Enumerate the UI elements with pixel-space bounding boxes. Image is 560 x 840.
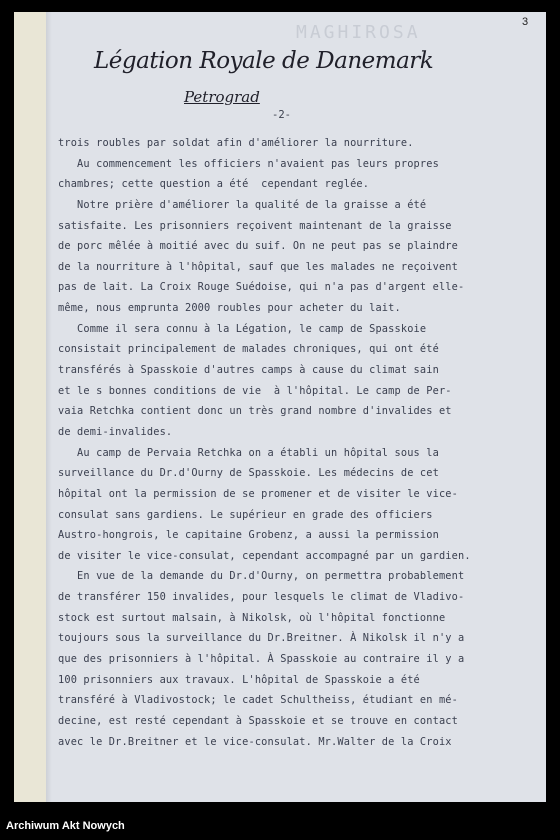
text-line: vaia Retchka contient donc un très grand nombre d'invalides et <box>58 405 452 418</box>
text-line: de demi-invalides. <box>58 425 173 438</box>
text-line: stock est surtout malsain, à Nikolsk, où l'hôpital fonctionne <box>58 611 446 624</box>
text-line: satisfaite. Les prisonniers reçoivent maintenant de la graisse <box>58 219 452 232</box>
text-line: avec le Dr.Breitner et le vice-consulat. Mr.Walter de la Croix <box>58 735 452 748</box>
text-line: chambres; cette question a été cependant reglée. <box>58 178 370 191</box>
archive-footer-bar <box>0 808 560 840</box>
text-line: Notre prière d'améliorer la qualité de la graisse a été <box>58 198 427 211</box>
text-line: pas de lait. La Croix Rouge Suédoise, qui n'a pas d'argent elle- <box>58 281 465 294</box>
text-line: consulat sans gardiens. Le supérieur en grade des officiers <box>58 508 433 521</box>
text-line: transférés à Spasskoie d'autres camps à cause du climat sain <box>58 364 439 377</box>
text-line: decine, est resté cependant à Spasskoie et se trouve en contact <box>58 714 459 727</box>
text-line: toujours sous la surveillance du Dr.Breitner. À Nikolsk il n'y a <box>58 632 465 645</box>
text-line: transféré à Vladivostock; le cadet Schultheiss, étudiant en mé- <box>58 694 459 707</box>
text-line: Au camp de Pervaia Retchka on a établi un hôpital sous la <box>58 446 439 459</box>
text-line: de visiter le vice-consulat, cependant accompagné par un gardien. <box>58 549 471 562</box>
archive-footer-label: Archiwum Akt Nowych <box>6 820 125 832</box>
text-line: de la nourriture à l'hôpital, sauf que les malades ne reçoivent <box>58 260 459 273</box>
text-line: Comme il sera connu à la Légation, le camp de Spasskoie <box>58 322 427 335</box>
page-marker: -2- <box>272 109 291 121</box>
page-number: 3 <box>522 16 529 28</box>
text-line: hôpital ont la permission de se promener et de visiter le vice- <box>58 487 459 500</box>
show-through-stamp: MAGHIROSA <box>296 22 421 43</box>
letterhead-city: Petrograd <box>184 88 260 106</box>
typewritten-body <box>58 133 544 752</box>
text-line: que des prisonniers à l'hôpital. À Spasskoie au contraire il y a <box>58 653 465 666</box>
text-line: En vue de la demande du Dr.d'Ourny, on permettra probablement <box>58 570 465 583</box>
text-line: 100 prisonniers aux travaux. L'hôpital de Spasskoie a été <box>58 673 420 686</box>
text-line: et le s bonnes conditions de vie à l'hôpital. Le camp de Per- <box>58 384 452 397</box>
letterhead-title: Légation Royale de Danemark <box>94 48 434 74</box>
text-line: même, nous emprunta 2000 roubles pour acheter du lait. <box>58 302 401 315</box>
text-line: trois roubles par soldat afin d'améliorer la nourriture. <box>58 137 414 149</box>
text-line: de porc mêlée à moitié avec du suif. On ne peut pas se plaindre <box>58 240 459 253</box>
text-line: Au commencement les officiers n'avaient pas leurs propres <box>58 157 439 170</box>
text-line: consistait principalement de malades chroniques, qui ont été <box>58 343 439 356</box>
text-line: surveillance du Dr.d'Ourny de Spasskoie. Les médecins de cet <box>58 467 439 480</box>
text-line: de transférer 150 invalides, pour lesquels le climat de Vladivo- <box>58 591 465 604</box>
text-line: Austro-hongrois, le capitaine Grobenz, a aussi la permission <box>58 529 439 542</box>
